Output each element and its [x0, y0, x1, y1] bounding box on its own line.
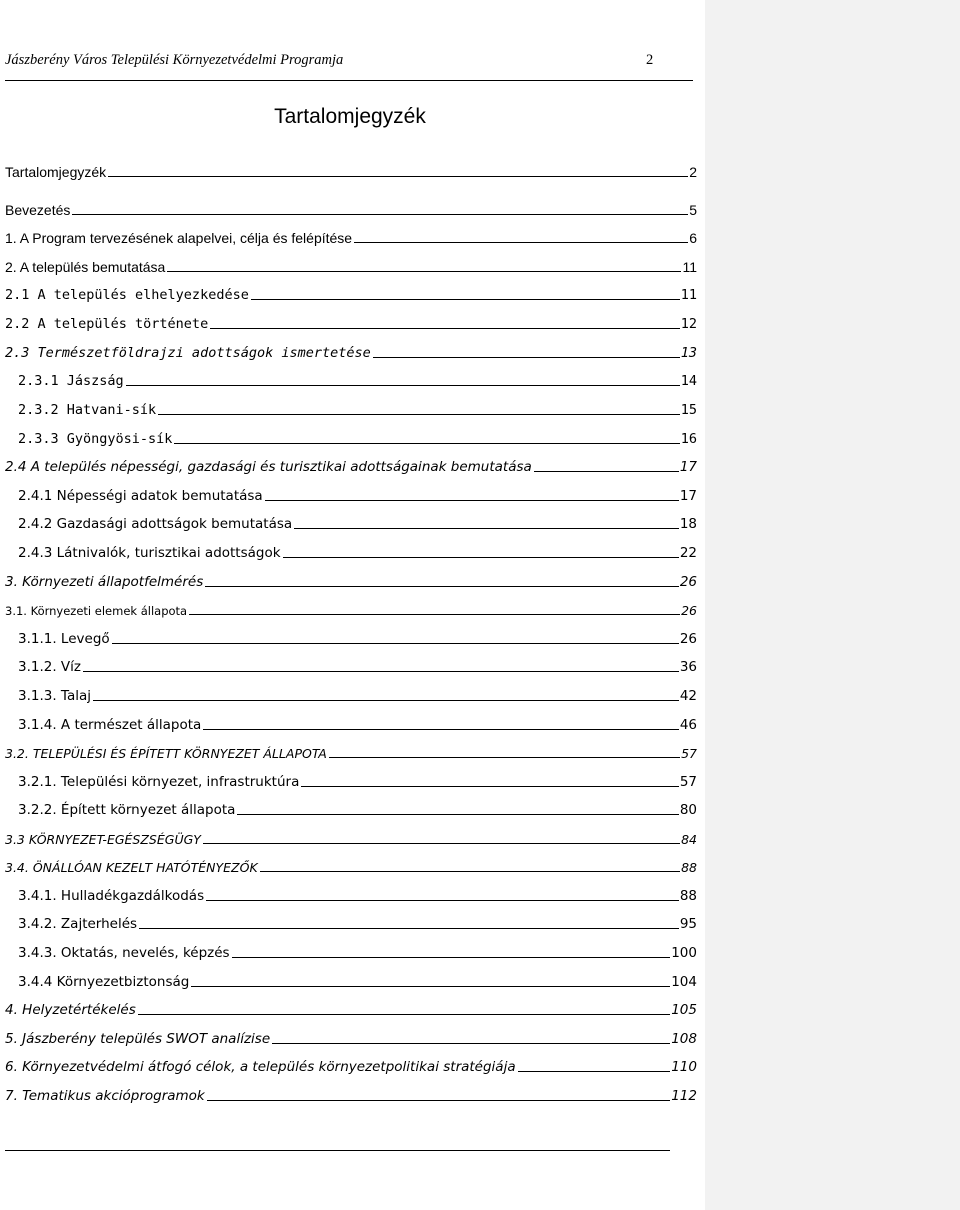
toc-entry-page: 16: [680, 431, 697, 447]
toc-entry[interactable]: [18, 625, 697, 647]
toc-entry-page: 105: [671, 1002, 697, 1018]
toc-leader-line: [139, 928, 679, 929]
toc-entry-label: 3.3 KÖRNYEZET-EGÉSZSÉGÜGY: [5, 832, 201, 847]
toc-entry-page: 17: [679, 459, 697, 475]
toc-leader-line: [354, 242, 688, 243]
toc-entry[interactable]: [18, 711, 697, 733]
toc-leader-line: [72, 214, 688, 215]
toc-leader-line: [260, 871, 680, 872]
toc-entry-page: 42: [679, 688, 697, 704]
toc-entry-label: 3.4.4 Környezetbiztonság: [18, 974, 190, 990]
toc-entry-page: 6: [689, 230, 697, 246]
toc-entry[interactable]: [5, 453, 697, 475]
toc-leader-line: [206, 900, 679, 901]
toc-entry-page: 88: [679, 888, 697, 904]
toc-leader-line: [232, 957, 671, 958]
toc-entry-label: 2.3.3 Gyöngyösi-sík: [18, 431, 173, 447]
toc-entry[interactable]: [18, 910, 697, 932]
toc-entry-label: 2. A település bemutatása: [5, 259, 166, 275]
toc-entry-page: 18: [679, 516, 697, 532]
toc-entry-label: 3.1.3. Talaj: [18, 688, 91, 704]
toc-leader-line: [189, 614, 680, 615]
toc-leader-line: [93, 700, 679, 701]
toc-entry-label: Bevezetés: [5, 202, 71, 218]
toc-entry-label: 1. A Program tervezésének alapelvei, célja és felépítése: [5, 230, 353, 246]
toc-entry[interactable]: [18, 882, 697, 904]
header-page-number: 2: [646, 52, 654, 68]
toc-entry-label: 3.1.4. A természet állapota: [18, 717, 202, 733]
toc-leader-line: [301, 786, 678, 787]
toc-entry-page: 112: [671, 1088, 697, 1104]
toc-entry-label: 3.4.1. Hulladékgazdálkodás: [18, 888, 205, 904]
toc-leader-line: [373, 357, 680, 358]
toc-entry-label: Tartalomjegyzék: [5, 164, 107, 180]
toc-leader-line: [283, 557, 679, 558]
toc-leader-line: [108, 176, 688, 177]
toc-leader-line: [251, 299, 680, 300]
toc-leader-line: [167, 271, 681, 272]
toc-entry-page: 15: [680, 402, 697, 418]
toc-leader-line: [191, 986, 670, 987]
toc-entry-label: 2.3.2 Hatvani-sík: [18, 402, 157, 418]
toc-entry[interactable]: [18, 768, 697, 790]
toc-leader-line: [126, 385, 680, 386]
toc-entry[interactable]: [5, 596, 697, 618]
toc-entry-page: 26: [679, 631, 697, 647]
toc-entry-page: 12: [680, 316, 697, 332]
document-title-text: Tartalomjegyzék: [274, 105, 426, 128]
toc-entry-page: 95: [679, 916, 697, 932]
toc-entry-label: 6. Környezetvédelmi átfogó célok, a település környezetpolitikai stratégiája: [5, 1059, 516, 1075]
footer-divider: [5, 1150, 670, 1151]
toc-entry-label: 3.2.1. Települési környezet, infrastruktúra: [18, 774, 300, 790]
toc-entry-label: 3.1.1. Levegő: [18, 631, 110, 647]
toc-entry-page: 104: [671, 974, 697, 990]
toc-entry-label: 3.2.2. Épített környezet állapota: [18, 802, 236, 818]
toc-entry[interactable]: [5, 158, 697, 180]
toc-entry[interactable]: [18, 796, 697, 818]
toc-entry-label: 3.4.2. Zajterhelés: [18, 916, 138, 932]
toc-entry-label: 2.4.1 Népességi adatok bemutatása: [18, 488, 263, 504]
toc-leader-line: [203, 843, 680, 844]
toc-entry[interactable]: [5, 1082, 697, 1104]
toc-entry[interactable]: [5, 996, 697, 1018]
toc-leader-line: [265, 500, 679, 501]
toc-entry-label: 3.1. Környezeti elemek állapota: [5, 604, 188, 618]
toc-entry-page: 11: [680, 287, 697, 303]
toc-entry-label: 2.2 A település története: [5, 316, 209, 332]
toc-entry[interactable]: [18, 425, 697, 447]
toc-entry-page: 26: [679, 574, 697, 590]
toc-leader-line: [205, 586, 679, 587]
toc-entry-label: 2.4.2 Gazdasági adottságok bemutatása: [18, 516, 293, 532]
toc-leader-line: [83, 671, 679, 672]
toc-entry-page: 14: [680, 373, 697, 389]
toc-leader-line: [329, 757, 680, 758]
toc-entry-page: 88: [681, 860, 697, 875]
toc-leader-line: [112, 643, 679, 644]
toc-entry[interactable]: [5, 310, 697, 332]
comment-margin-panel: [705, 0, 960, 1210]
toc-entry-page: 22: [679, 545, 697, 561]
toc-entry-page: 26: [681, 603, 697, 618]
toc-entry-page: 100: [671, 945, 697, 961]
toc-entry[interactable]: [5, 196, 697, 218]
toc-entry-label: 4. Helyzetértékelés: [5, 1002, 136, 1018]
toc-leader-line: [237, 814, 678, 815]
toc-entry-page: 17: [679, 488, 697, 504]
toc-entry-page: 2: [689, 164, 697, 180]
toc-entry-page: 5: [689, 202, 697, 218]
toc-entry[interactable]: [5, 224, 697, 246]
toc-entry-label: 2.1 A település elhelyezkedése: [5, 287, 249, 303]
toc-entry-label: 5. Jászberény település SWOT analízise: [5, 1031, 271, 1047]
toc-entry-page: 84: [681, 832, 697, 847]
toc-entry-page: 36: [679, 659, 697, 675]
header-title: Jászberény Város Települési Környezetvédelmi Programja: [5, 52, 344, 68]
toc-entry-label: 2.4 A település népességi, gazdasági és turisztikai adottságainak bemutatása: [5, 459, 532, 475]
toc-leader-line: [207, 1100, 670, 1101]
toc-leader-line: [534, 471, 679, 472]
toc-entry[interactable]: [18, 482, 697, 504]
toc-entry[interactable]: [18, 968, 697, 990]
toc-entry-page: 80: [679, 802, 697, 818]
toc-entry[interactable]: [5, 1053, 697, 1075]
toc-leader-line: [203, 729, 679, 730]
toc-entry-page: 108: [671, 1031, 697, 1047]
toc-entry[interactable]: [5, 339, 697, 361]
toc-entry[interactable]: [18, 939, 697, 961]
toc-entry[interactable]: [18, 367, 697, 389]
toc-entry-label: 7. Tematikus akcióprogramok: [5, 1088, 205, 1104]
toc-entry[interactable]: [18, 539, 697, 561]
toc-entry-label: 3.1.2. Víz: [18, 659, 82, 675]
toc-entry-page: 13: [680, 345, 697, 361]
toc-leader-line: [294, 528, 679, 529]
toc-entry[interactable]: [18, 396, 697, 418]
toc-entry[interactable]: [5, 739, 697, 761]
toc-leader-line: [272, 1043, 670, 1044]
toc-entry[interactable]: [5, 568, 697, 590]
toc-entry-label: 2.3 Természetföldrajzi adottságok ismertetése: [5, 345, 371, 361]
toc-entry-label: 2.3.1 Jászság: [18, 373, 124, 389]
toc-entry[interactable]: [18, 653, 697, 675]
toc-leader-line: [174, 443, 679, 444]
toc-entry[interactable]: [18, 682, 697, 704]
toc-entry[interactable]: [5, 253, 697, 275]
toc-entry-page: 57: [681, 746, 697, 761]
toc-leader-line: [518, 1071, 671, 1072]
toc-entry[interactable]: [5, 853, 697, 875]
toc-entry[interactable]: [5, 825, 697, 847]
toc-leader-line: [158, 414, 680, 415]
toc-leader-line: [210, 328, 680, 329]
toc-entry-label: 3.2. TELEPÜLÉSI ÉS ÉPÍTETT KÖRNYEZET ÁLLAPOTA: [5, 746, 327, 761]
toc-entry[interactable]: [5, 1025, 697, 1047]
toc-entry-label: 2.4.3 Látnivalók, turisztikai adottságok: [18, 545, 281, 561]
toc-leader-line: [138, 1014, 670, 1015]
toc-entry-page: 46: [679, 717, 697, 733]
toc-entry-page: 110: [671, 1059, 697, 1075]
toc-entry[interactable]: [5, 281, 697, 303]
toc-entry-label: 3. Környezeti állapotfelmérés: [5, 574, 204, 590]
toc-entry-label: 3.4.3. Oktatás, nevelés, képzés: [18, 945, 230, 961]
toc-entry[interactable]: [18, 510, 697, 532]
toc-entry-page: 57: [679, 774, 697, 790]
toc-entry-page: 11: [682, 259, 697, 275]
toc-entry-label: 3.4. ÖNÁLLÓAN KEZELT HATÓTÉNYEZŐK: [5, 860, 258, 875]
